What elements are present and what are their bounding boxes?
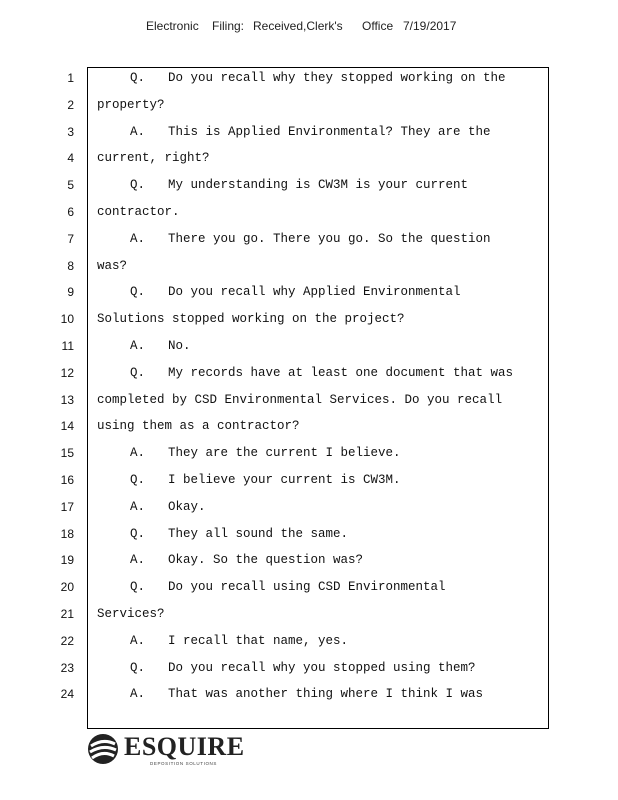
line-number: 17 xyxy=(60,499,74,514)
header-date: 7/19/2017 xyxy=(403,19,457,33)
line-text: No. xyxy=(168,339,191,353)
line-text: Okay. xyxy=(168,499,206,514)
speaker-tag: Q. xyxy=(130,365,146,380)
line-text: That was another thing where I think I was xyxy=(168,687,484,702)
line-number: 24 xyxy=(60,687,74,702)
transcript-line xyxy=(0,500,618,526)
speaker-tag: Q. xyxy=(130,178,146,193)
speaker-tag: A. xyxy=(130,633,146,648)
transcript-line xyxy=(0,98,618,124)
line-number: 20 xyxy=(60,580,74,595)
line-text: My records have at least one document that was xyxy=(168,365,514,380)
transcript-line xyxy=(0,607,618,633)
line-text: Do you recall why Applied Environmental xyxy=(168,285,461,300)
speaker-tag: Q. xyxy=(130,285,146,300)
header-office: Office xyxy=(362,19,394,33)
line-text: Solutions stopped working on the project? xyxy=(97,312,405,327)
esquire-logo xyxy=(86,730,256,770)
speaker-tag: A. xyxy=(130,339,146,353)
transcript-line xyxy=(0,473,618,499)
filing-header xyxy=(0,19,618,39)
transcript-line xyxy=(0,205,618,231)
line-text: My understanding is CW3M is your current xyxy=(168,178,469,193)
line-number: 15 xyxy=(60,446,74,461)
speaker-tag: A. xyxy=(130,231,146,246)
logo-subtitle: DEPOSITION SOLUTIONS xyxy=(150,761,218,766)
line-text: Do you recall using CSD Environmental xyxy=(168,580,446,595)
line-number: 14 xyxy=(60,419,74,434)
line-text: I believe your current is CW3M. xyxy=(168,473,401,487)
speaker-tag: A. xyxy=(130,499,146,514)
line-text: property? xyxy=(97,97,165,112)
line-text: Okay. So the question was? xyxy=(168,553,364,568)
speaker-tag: Q. xyxy=(130,660,146,675)
line-number: 12 xyxy=(60,365,74,380)
line-number: 9 xyxy=(67,285,74,300)
line-number: 21 xyxy=(60,607,74,621)
transcript-line xyxy=(0,71,618,97)
transcript-line xyxy=(0,419,618,445)
line-text: contractor. xyxy=(97,205,180,219)
transcript-line xyxy=(0,285,618,311)
transcript-line xyxy=(0,232,618,258)
line-number: 23 xyxy=(60,660,74,675)
line-number: 3 xyxy=(67,124,74,139)
line-number: 18 xyxy=(60,526,74,541)
transcript-line xyxy=(0,366,618,392)
transcript-line xyxy=(0,259,618,285)
line-text: I recall that name, yes. xyxy=(168,633,349,648)
transcript-line xyxy=(0,178,618,204)
transcript-line xyxy=(0,339,618,365)
logo-name: ESQUIRE xyxy=(124,732,245,761)
speaker-tag: A. xyxy=(130,553,146,568)
transcript-line xyxy=(0,151,618,177)
speaker-tag: A. xyxy=(130,687,146,702)
line-number: 13 xyxy=(60,392,74,407)
line-number: 5 xyxy=(67,178,74,193)
line-text: Do you recall why you stopped using them? xyxy=(168,660,476,675)
line-number: 22 xyxy=(60,633,74,648)
line-number: 4 xyxy=(67,151,74,166)
header-electronic: Electronic xyxy=(146,19,199,33)
speaker-tag: Q. xyxy=(130,71,146,85)
line-number: 7 xyxy=(67,231,74,246)
transcript-line xyxy=(0,393,618,419)
transcript-line xyxy=(0,687,618,713)
transcript-line xyxy=(0,125,618,151)
speaker-tag: A. xyxy=(130,124,146,139)
line-number: 19 xyxy=(60,553,74,568)
line-text: completed by CSD Environmental Services. Do you recall xyxy=(97,392,503,407)
line-number: 10 xyxy=(60,312,74,327)
transcript-line xyxy=(0,580,618,606)
header-received: Received,Clerk's xyxy=(253,19,343,33)
transcript-line xyxy=(0,527,618,553)
transcript-line xyxy=(0,312,618,338)
transcript-line xyxy=(0,553,618,579)
line-number: 6 xyxy=(67,205,74,219)
line-text: Services? xyxy=(97,607,165,621)
transcript-line xyxy=(0,661,618,687)
line-text: They all sound the same. xyxy=(168,526,349,541)
line-number: 1 xyxy=(67,71,74,85)
esquire-swirl-icon xyxy=(86,732,120,766)
transcript-line xyxy=(0,446,618,472)
line-text: using them as a contractor? xyxy=(97,419,300,434)
transcript-line xyxy=(0,634,618,660)
line-number: 8 xyxy=(67,258,74,273)
line-number: 11 xyxy=(61,339,74,353)
line-text: was? xyxy=(97,258,128,273)
line-text: Do you recall why they stopped working on the xyxy=(168,71,506,85)
header-filing: Filing: xyxy=(212,19,245,33)
line-number: 2 xyxy=(67,97,74,112)
line-number: 16 xyxy=(60,473,74,487)
speaker-tag: Q. xyxy=(130,473,146,487)
speaker-tag: A. xyxy=(130,446,146,461)
line-text: They are the current I believe. xyxy=(168,446,401,461)
speaker-tag: Q. xyxy=(130,580,146,595)
speaker-tag: Q. xyxy=(130,526,146,541)
line-text: There you go. There you go. So the question xyxy=(168,231,491,246)
line-text: This is Applied Environmental? They are the xyxy=(168,124,491,139)
line-text: current, right? xyxy=(97,151,210,166)
